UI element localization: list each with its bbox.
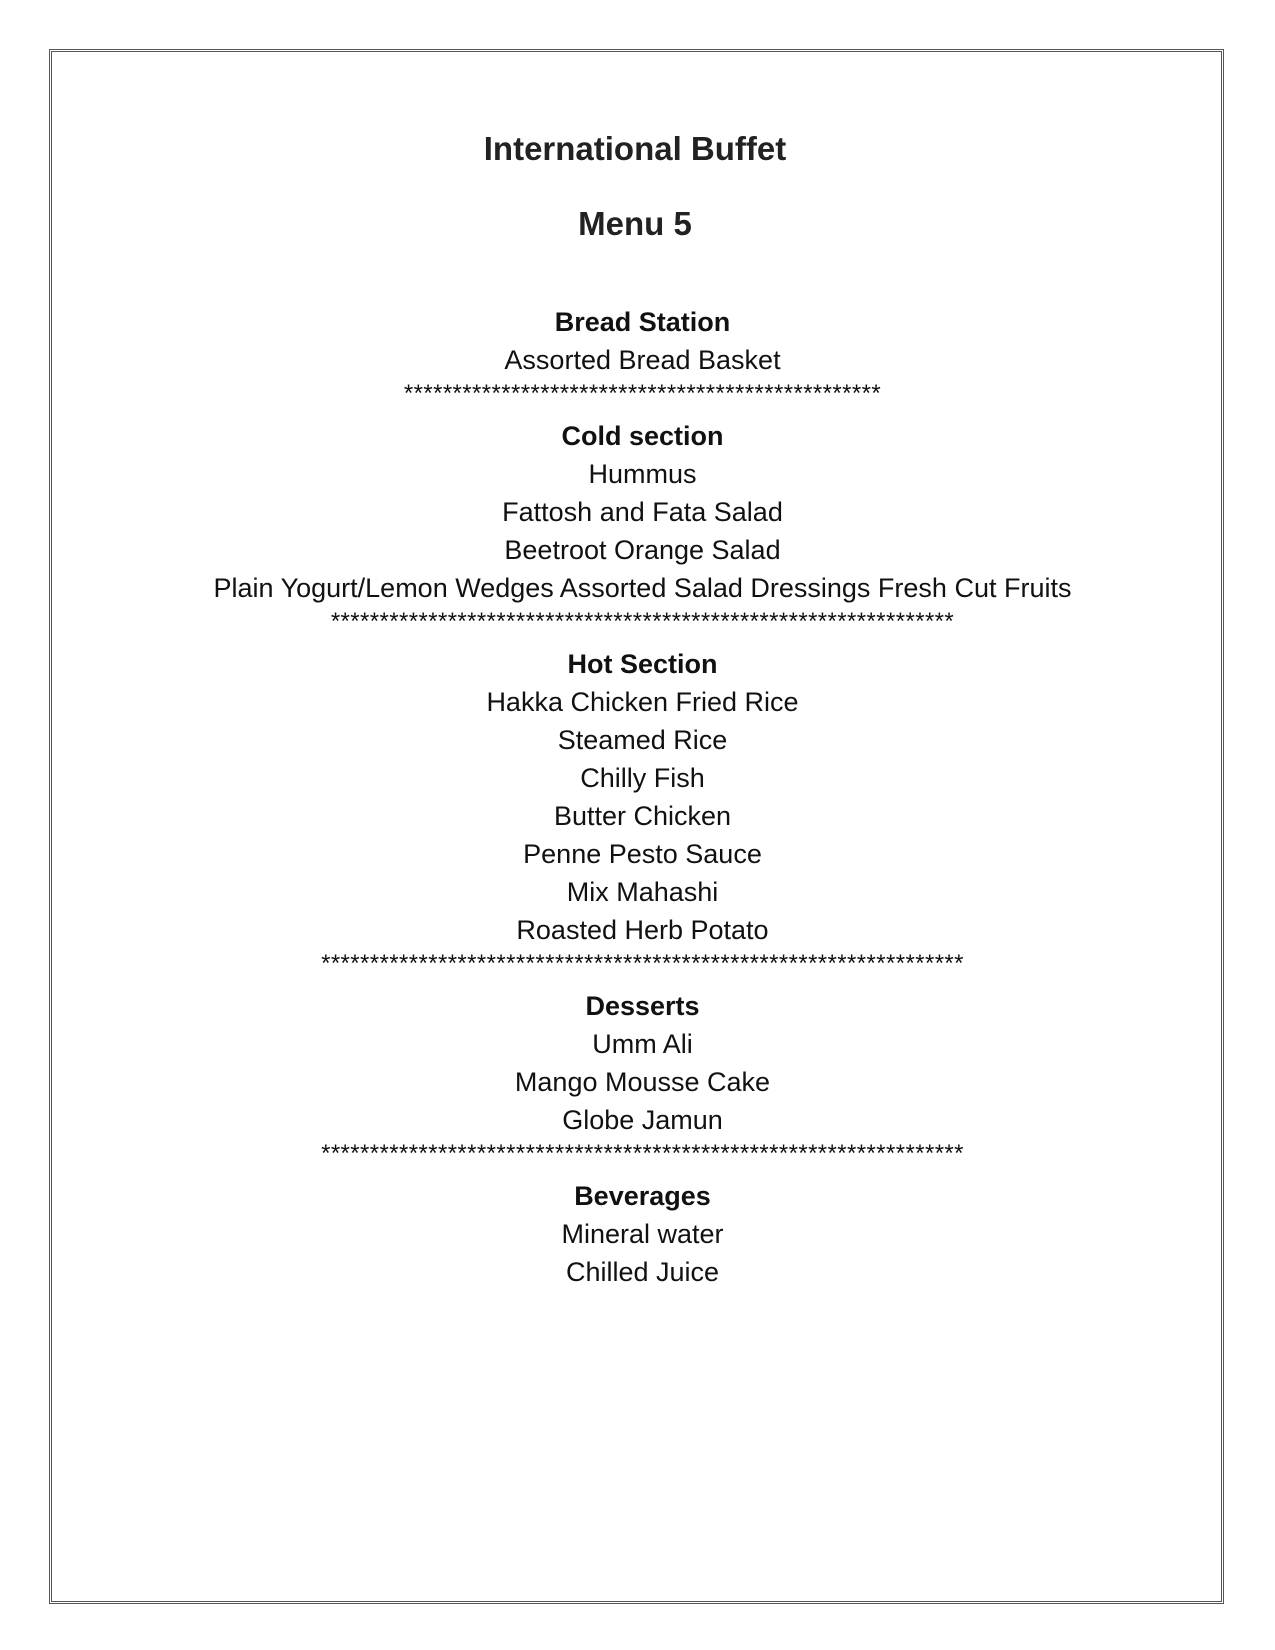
menu-item: Plain Yogurt/Lemon Wedges Assorted Salad Dressings Fresh Cut Fruits bbox=[213, 573, 1072, 603]
menu-item: Penne Pesto Sauce bbox=[523, 839, 762, 869]
section-hot bbox=[0, 645, 1275, 987]
section-bread-station bbox=[0, 303, 1275, 417]
section-cold bbox=[0, 417, 1275, 645]
section-separator: ****************************************************************** bbox=[321, 1140, 964, 1167]
menu-item: Mix Mahashi bbox=[566, 877, 719, 907]
menu-item: Mango Mousse Cake bbox=[514, 1067, 771, 1097]
menu-item: Mineral water bbox=[561, 1219, 724, 1249]
menu-item: Umm Ali bbox=[592, 1029, 693, 1059]
section-desserts bbox=[0, 987, 1275, 1177]
document-title: International Buffet bbox=[483, 130, 787, 167]
menu-item: Chilled Juice bbox=[565, 1257, 720, 1287]
section-separator: ************************************************* bbox=[403, 380, 882, 407]
section-heading: Hot Section bbox=[567, 649, 718, 679]
menu-item: Beetroot Orange Salad bbox=[504, 535, 781, 565]
menu-body bbox=[0, 303, 1275, 1291]
section-heading: Cold section bbox=[561, 421, 724, 451]
menu-item: Fattosh and Fata Salad bbox=[502, 497, 783, 527]
menu-item: Hakka Chicken Fried Rice bbox=[486, 687, 799, 717]
section-heading: Beverages bbox=[574, 1181, 711, 1211]
section-heading: Desserts bbox=[585, 991, 700, 1021]
menu-item: Globe Jamun bbox=[562, 1105, 723, 1135]
section-separator: **************************************************************** bbox=[330, 608, 955, 635]
section-heading: Bread Station bbox=[554, 307, 731, 337]
menu-item: Assorted Bread Basket bbox=[504, 345, 781, 375]
menu-item: Hummus bbox=[588, 459, 697, 489]
menu-item: Steamed Rice bbox=[557, 725, 728, 755]
menu-number: Menu 5 bbox=[578, 205, 692, 242]
section-separator: ****************************************************************** bbox=[321, 950, 964, 977]
menu-item: Butter Chicken bbox=[553, 801, 732, 831]
menu-item: Chilly Fish bbox=[580, 763, 705, 793]
section-beverages bbox=[0, 1177, 1275, 1291]
menu-item: Roasted Herb Potato bbox=[516, 915, 769, 945]
